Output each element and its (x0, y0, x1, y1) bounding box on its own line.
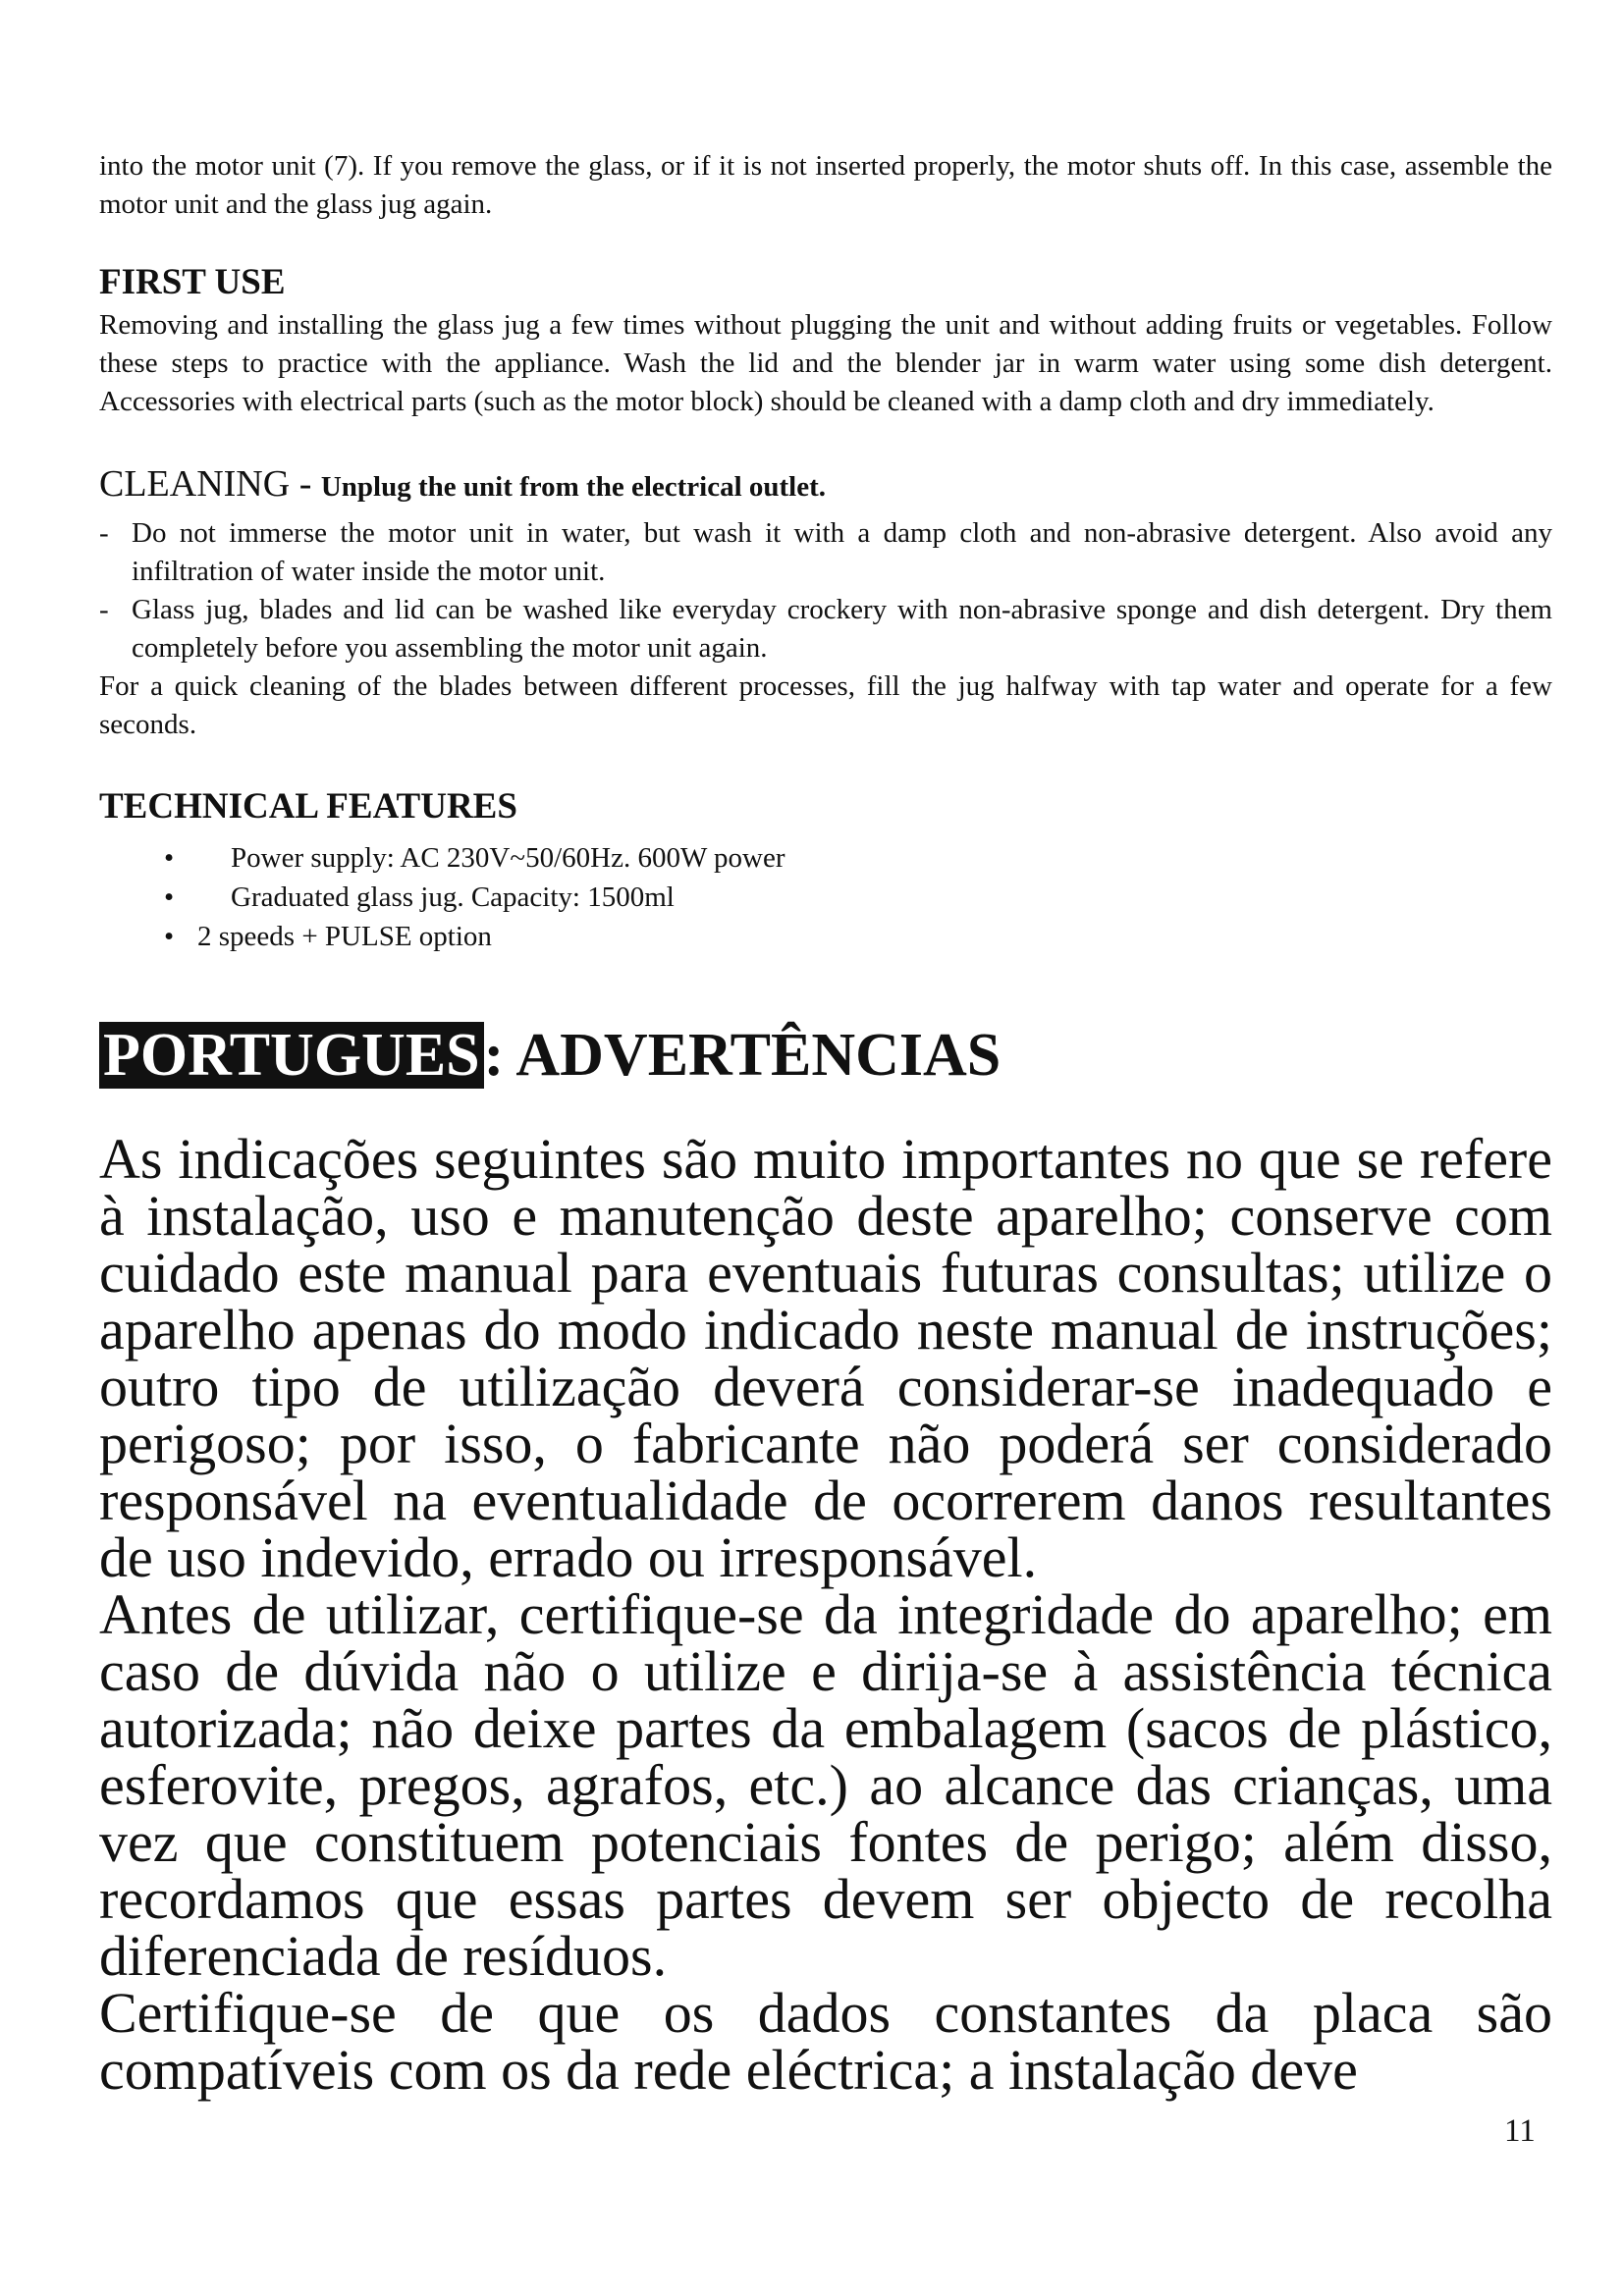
cleaning-item-text: Do not immerse the motor unit in water, but wash it with a damp cloth and non-abrasive detergent. Also avoid any infiltration of water inside the motor unit. (132, 517, 1552, 587)
feature-item (99, 838, 1552, 878)
dash-marker: - (99, 517, 109, 549)
cleaning-heading-title: CLEANING - (99, 463, 321, 505)
technical-features-heading: TECHNICAL FEATURES (99, 786, 517, 827)
document-page (99, 147, 1552, 2102)
cleaning-item-text: Glass jug, blades and lid can be washed like everyday crockery with non-abrasive sponge and dish detergent. Dry them completely before you assembling the motor unit again. (132, 594, 1552, 664)
cleaning-item (99, 514, 1552, 591)
portuguese-paragraph: Certifique-se de que os dados constantes da placa são compatíveis com os da rede eléctrica; a instalação deve (99, 1980, 1552, 2102)
feature-item (99, 878, 1552, 917)
bullet-marker: • (164, 881, 175, 913)
bullet-marker: • (164, 842, 175, 874)
page-number: 11 (1504, 2113, 1536, 2149)
dash-marker: - (99, 594, 109, 625)
first-use-heading: FIRST USE (99, 262, 286, 302)
technical-features-list (99, 838, 1552, 956)
cleaning-item (99, 591, 1552, 667)
feature-text: Power supply: AC 230V~50/60Hz. 600W power (231, 842, 785, 874)
cleaning-note: For a quick cleaning of the blades between different processes, fill the jug halfway with tap water and operate for a few seconds. (99, 670, 1552, 740)
feature-text: 2 speeds + PULSE option (197, 921, 492, 952)
language-label: PORTUGUES (99, 1022, 484, 1089)
portuguese-heading-title: : ADVERTÊNCIAS (483, 1022, 1001, 1089)
cleaning-heading (99, 462, 1552, 510)
portuguese-paragraph: As indicações seguintes são muito importantes no que se refere à instalação, uso e manutenção deste aparelho; conserve com cuidado este manual para eventuais futuras consultas; utilize o aparelho apenas do modo indicado neste manual de instruções; outro tipo de utilização deverá considerar-se inadequado e perigoso; por isso, o fabricante não poderá ser considerado responsável na eventualidade de ocorrerem danos resultantes de uso indevido, errado ou irresponsável. (99, 1126, 1552, 1589)
feature-item (99, 917, 1552, 956)
cleaning-heading-period: . (818, 471, 827, 503)
feature-text: Graduated glass jug. Capacity: 1500ml (231, 881, 675, 913)
intro-paragraph: into the motor unit (7). If you remove the glass, or if it is not inserted properly, the motor shuts off. In this case, assemble the motor unit and the glass jug again. (99, 150, 1552, 220)
first-use-paragraph: Removing and installing the glass jug a few times without plugging the unit and without adding fruits or vegetables. Follow these steps to practice with the appliance. Wash the lid and the blender jar in warm water using some dish detergent. Accessories with electrical parts (such as the motor block) should be cleaned with a damp cloth and dry immediately. (99, 309, 1552, 417)
cleaning-heading-subtitle: Unplug the unit from the electrical outlet (320, 471, 819, 503)
portuguese-heading (99, 1021, 1552, 1090)
bullet-marker: • (164, 921, 175, 952)
portuguese-paragraph: Antes de utilizar, certifique-se da integridade do aparelho; em caso de dúvida não o utilize e dirija-se à assistência técnica autorizada; não deixe partes da embalagem (sacos de plástico, esferovite, pregos, agrafos, etc.) ao alcance das crianças, uma vez que constituem potenciais fontes de perigo; além disso, recordamos que essas partes devem ser objecto de recolha diferenciada de resíduos. (99, 1581, 1552, 1988)
